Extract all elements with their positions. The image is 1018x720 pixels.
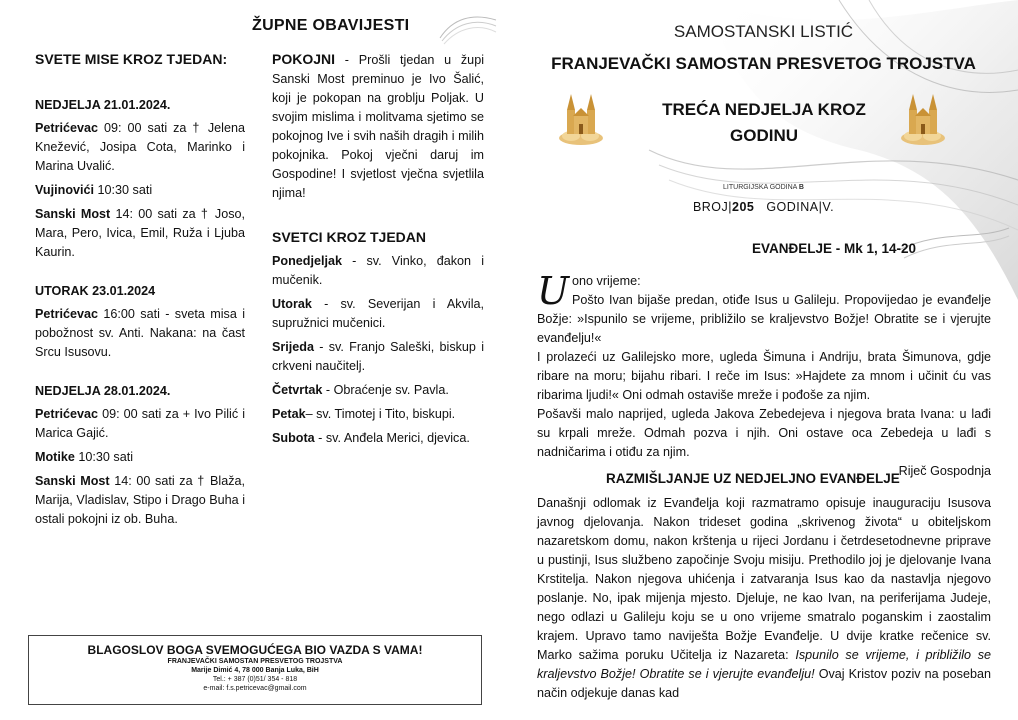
saint-entry: Subota - sv. Anđela Merici, djevica. bbox=[272, 431, 470, 445]
footer-phone: Tel.: + 387 (0)51/ 354 - 818 bbox=[212, 676, 298, 683]
drop-cap: U bbox=[537, 269, 570, 313]
gospel-paragraph: Pošavši malo naprijed, ugleda Jakova Zebedejeva i njegova brata Ivana: u lađi su krpali mreže. Odmah pozva i njih. Oni ostave oca Zebedeja u lađi s nadničarima i otiđu za njim. bbox=[537, 407, 991, 459]
liturgical-year: LITURGIJSKA GODINA B bbox=[723, 184, 804, 191]
right-page bbox=[509, 0, 1018, 720]
gospel-paragraph: I prolazeći uz Galilejsko more, ugleda Šimuna i Andriju, brata Šimunova, gdje ribare na moru; bijahu ribari. I reče im Isus: »Hajdete za mnom i učinit ću vas ribarima ljudi!« Oni odmah ostaviše mreže i pođoše za njim. bbox=[537, 350, 991, 402]
friary-name: FRANJEVAČKI SAMOSTAN PRESVETOG TROJSTVA bbox=[551, 54, 976, 73]
mass-entry: Sanski Most 14: 00 sati za † Joso, Mara, Pero, Ivica, Emil, Ruža i Ljuba Kaurin. bbox=[35, 207, 245, 259]
day-group bbox=[35, 382, 245, 529]
mass-entry: Petrićevac 16:00 sati - sveta misa i pobožnost sv. Anti. Nakana: na čast Srcu Isusovu. bbox=[35, 307, 245, 359]
issue-info: BROJ|205 GODINA|V. bbox=[692, 200, 835, 214]
saint-entry: Ponedjeljak - sv. Vinko, đakon i mučenik. bbox=[272, 254, 484, 287]
day-date: NEDJELJA 28.01.2024. bbox=[35, 384, 171, 398]
notices-column bbox=[272, 50, 484, 453]
day-group bbox=[35, 96, 245, 262]
day-group bbox=[35, 282, 245, 362]
day-date: UTORAK 23.01.2024 bbox=[35, 284, 156, 298]
reflection-title: RAZMIŠLJANJE UZ NEDJELJNO EVANĐELJE bbox=[606, 471, 900, 486]
masses-heading: SVETE MISE KROZ TJEDAN: bbox=[35, 51, 228, 67]
mass-entry: Petrićevac 09: 00 sati za + Ivo Pilić i Marica Gajić. bbox=[35, 407, 245, 440]
deceased-notice: POKOJNI - Prošli tjedan u župi Sanski Most preminuo je Ivo Šalić, koji je pokopan na groblju Poljak. U svojim mislima i molitvama sjetimo se pokojnog Ive i svih naših dragih i milih pokojnika. Pokoj vječni daruj im Gospodine! I svjetlost vječna svjetlila njima! bbox=[272, 51, 484, 200]
gospel-title: EVANĐELJE - Mk 1, 14-20 bbox=[752, 241, 917, 256]
gospel-intro: ono vrijeme: bbox=[572, 274, 641, 288]
footer-email: e-mail: f.s.petricevac@gmail.com bbox=[203, 685, 307, 692]
footer-box bbox=[28, 635, 482, 705]
footer-org: FRANJEVAČKI SAMOSTAN PRESVETOG TROJSTVA bbox=[167, 658, 343, 665]
bulletin-title: SAMOSTANSKI LISTIĆ bbox=[673, 22, 854, 41]
footer-address: Marije Dimić 4, 78 000 Banja Luka, BiH bbox=[191, 667, 319, 674]
reflection-text: Današnji odlomak iz Evanđelja koji razmatramo opisuje inauguraciju Isusova javnog djelovanja. Nakon trideset godina „skrivenog života“ u obiteljskom nazaretskom domu, nakon krštenja u rijeci Jordanu i četrdesetodnevne priprave u pustinji, Isus službeno započinje Svoju misiju. Prethodilo joj je djelovanje Ivana Krstitelja. Nakon njegova uhićenja i zatvaranja Isus kao da nastavlja njegovo poslanje. No, ipak mijenja mjesto. Djeluje, ne kao Ivan, na periferijama Judeje, nego odlazi u Galileju koju se u ono vrijeme smatralo poganskim i zaostalim krajem. Upravo tamo naviješta Božje Evanđelje. U dvije kratke rečenice sv. Marko sažima poruku Učitelja iz Nazareta: Ispunilo se vrijeme, i približilo se kraljevstvo Božje! Obratite se i vjerujte evanđelju! Ovaj Kristov poziv na poseban način odjekuje danas kad bbox=[537, 496, 991, 700]
saint-entry: Srijeda - sv. Franjo Saleški, biskup i crkveni naučitelj. bbox=[272, 340, 484, 373]
gospel-text bbox=[537, 269, 991, 481]
saints-heading: SVETCI KROZ TJEDAN bbox=[272, 229, 427, 245]
mass-entry: Motike 10:30 sati bbox=[35, 450, 134, 464]
sunday-title: TREĆA NEDJELJA KROZ GODINU bbox=[662, 100, 866, 145]
mass-entry: Petrićevac 09: 00 sati za † Jelena Knežević, Josipa Cota, Marinko i Marina Uvalić. bbox=[35, 121, 245, 173]
decorative-swirl-icon bbox=[438, 8, 498, 48]
mass-entry: Vujinovići 10:30 sati bbox=[35, 183, 153, 197]
mass-entry: Sanski Most 14: 00 sati za † Blaža, Marija, Vladislav, Stipo i Drago Buha i ostali pokojni iz ob. Buha. bbox=[35, 474, 245, 526]
saint-entry: Četvrtak - Obraćenje sv. Pavla. bbox=[272, 383, 449, 397]
saint-entry: Utorak - sv. Severijan i Akvila, supružnici mučenici. bbox=[272, 297, 484, 330]
gospel-paragraph: Pošto Ivan bijaše predan, otiđe Isus u Galileju. Propovijedao je evanđelje Božje: »Ispunilo se vrijeme, približilo se kraljevstvo Božje! Obratite se i vjerujte evanđelju!« bbox=[537, 293, 991, 345]
gospel-closing: Riječ Gospodnja bbox=[898, 464, 991, 478]
blessing-text: BLAGOSLOV BOGA SVEMOGUĆEGA BIO VAZDA S VAMA! bbox=[87, 643, 423, 657]
church-icon bbox=[899, 88, 947, 146]
saint-entry: Petak– sv. Timotej i Tito, biskupi. bbox=[272, 407, 456, 421]
day-date: NEDJELJA 21.01.2024. bbox=[35, 98, 171, 112]
church-icon bbox=[557, 88, 605, 146]
parish-notices-title: ŽUPNE OBAVIJESTI bbox=[252, 17, 410, 34]
masses-column bbox=[35, 50, 245, 549]
reflection-quote: Ispunilo se vrijeme, i približilo se kraljevstvo Božje! Obratite se i vjerujte evanđelju! bbox=[537, 648, 991, 681]
